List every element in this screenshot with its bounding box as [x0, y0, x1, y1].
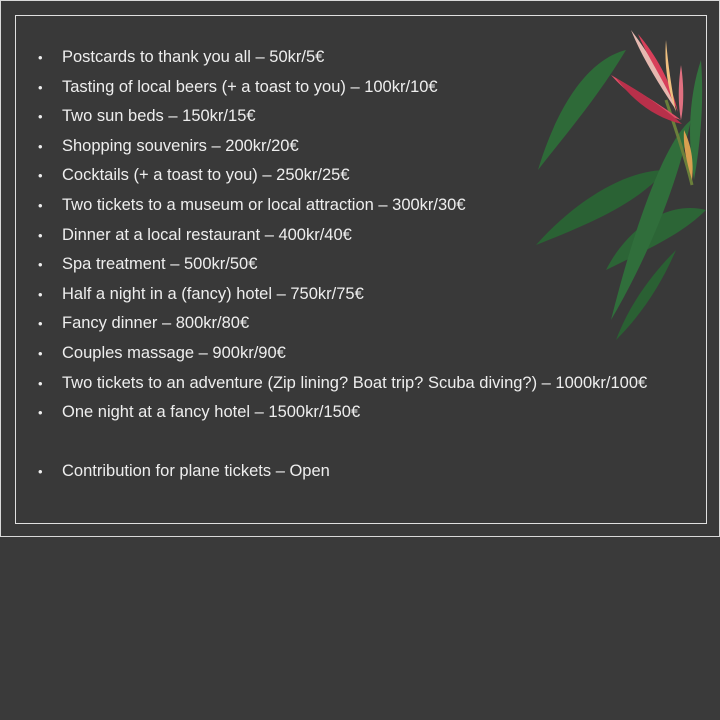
list-item	[38, 339, 647, 369]
bullet: •	[38, 316, 43, 332]
list-item-text: Spa treatment – 500kr/50€	[62, 255, 258, 274]
list-item	[38, 102, 647, 132]
bullet: •	[38, 286, 43, 302]
gift-list	[38, 43, 647, 487]
list-item	[38, 309, 647, 339]
list-item	[38, 369, 647, 399]
list-item	[38, 161, 647, 191]
bullet: •	[38, 405, 43, 421]
list-item	[38, 132, 647, 162]
list-item	[38, 43, 647, 73]
list-item-text: Couples massage – 900kr/90€	[62, 343, 286, 362]
list-item-text: Fancy dinner – 800kr/80€	[62, 314, 250, 333]
list-item-text: Tasting of local beers (+ a toast to you) – 100kr/10€	[62, 77, 438, 96]
list-item-text: Postcards to thank you all – 50kr/5€	[62, 48, 325, 66]
list-item	[38, 221, 647, 251]
list-item	[38, 398, 647, 428]
bullet: •	[38, 79, 43, 95]
slide-frame	[15, 15, 707, 524]
bullet: •	[38, 345, 43, 361]
bullet: •	[38, 375, 43, 391]
bullet: •	[38, 257, 43, 273]
list-item-text: Shopping souvenirs – 200kr/20€	[62, 136, 299, 155]
list-item	[38, 280, 647, 310]
list-item	[38, 457, 647, 487]
bullet: •	[38, 197, 43, 213]
list-item-text: Contribution for plane tickets – Open	[62, 462, 330, 481]
list-item-text: Two tickets to a museum or local attraction – 300kr/30€	[62, 195, 466, 214]
bullet: •	[38, 138, 43, 154]
bullet: •	[38, 168, 43, 184]
list-item	[38, 73, 647, 103]
bullet: •	[38, 464, 43, 480]
bullet: •	[38, 50, 43, 65]
bullet: •	[38, 109, 43, 125]
list-item	[38, 191, 647, 221]
list-item-text: Half a night in a (fancy) hotel – 750kr/75€	[62, 284, 364, 303]
list-item	[38, 250, 647, 280]
list-item-text: Two sun beds – 150kr/15€	[62, 107, 256, 126]
list-spacer	[38, 428, 647, 458]
list-item-text: Dinner at a local restaurant – 400kr/40€	[62, 225, 352, 244]
bullet: •	[38, 227, 43, 243]
list-item-text: One night at a fancy hotel – 1500kr/150€	[62, 403, 361, 422]
list-item-text: Two tickets to an adventure (Zip lining? Boat trip? Scuba diving?) – 1000kr/100€	[62, 373, 648, 392]
list-item-text: Cocktails (+ a toast to you) – 250kr/25€	[62, 166, 350, 185]
